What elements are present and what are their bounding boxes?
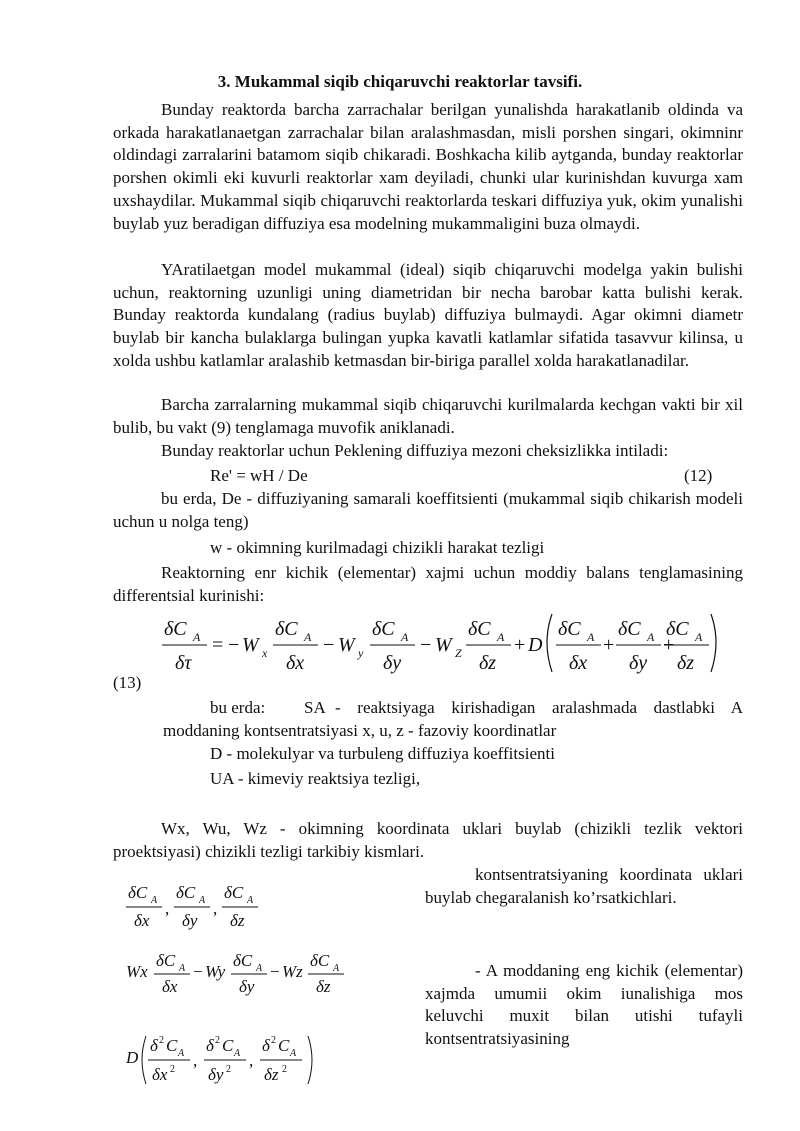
svg-text:A: A xyxy=(304,630,312,644)
svg-text:2: 2 xyxy=(271,1035,276,1046)
svg-text:Z: Z xyxy=(455,646,462,660)
svg-text:δC: δC xyxy=(233,951,253,970)
svg-text:A: A xyxy=(199,895,206,906)
definition-w: w - okimning kurilmadagi chizikli harakat tezligi xyxy=(210,538,545,557)
svg-text:δx: δx xyxy=(162,977,178,996)
svg-text:W: W xyxy=(242,634,259,656)
formula-12: Re' = wH / De xyxy=(210,466,308,485)
formula-second-derivatives xyxy=(112,1030,332,1090)
svg-text:Wz: Wz xyxy=(282,962,303,981)
paragraph-1: Bunday reaktorda barcha zarrachalar berilgan yunalishda harakatlanib oldinda va orkada harakatlanaetgan zarrachalar bilan aralashmasdan, misli porshen singari, okimninr oldindagi zarralarini batamom siqib chikaradi. Boshkacha kilib aytganda, bunday reaktorlar porshen okimli eki kuvurli reaktorlar xam deyiladi, chunki ular kurinishdan kuvurga xam uxshaydilar. Mukammal siqib chiqaruvchi reaktorlarda teskari diffuziya yuk, okim yunalishi buylab yuz beradigan diffuziya esa modelning mukammaligini buza olmaydi. xyxy=(113,100,743,233)
definitions-lead: bu erda: xyxy=(210,698,266,717)
svg-text:δy: δy xyxy=(208,1065,224,1084)
svg-text:δC: δC xyxy=(372,618,395,640)
svg-text:,: , xyxy=(193,1051,198,1070)
svg-text:,: , xyxy=(249,1051,254,1070)
formula-convective-terms xyxy=(116,950,366,1000)
svg-text:δC: δC xyxy=(164,618,187,640)
svg-text:−: − xyxy=(270,962,280,981)
svg-text:A: A xyxy=(151,895,158,906)
svg-text:2: 2 xyxy=(226,1064,231,1075)
svg-text:−: − xyxy=(228,634,240,656)
svg-text:δz: δz xyxy=(479,652,497,674)
svg-text:δτ: δτ xyxy=(175,652,192,674)
svg-text:+: + xyxy=(663,634,675,656)
svg-text:δC: δC xyxy=(156,951,176,970)
svg-text:δz: δz xyxy=(230,911,245,930)
svg-text:δ: δ xyxy=(150,1036,158,1055)
svg-text:A: A xyxy=(647,630,655,644)
svg-text:δx: δx xyxy=(152,1065,168,1084)
svg-text:δC: δC xyxy=(558,618,581,640)
svg-text:δx: δx xyxy=(569,652,588,674)
paragraph-7: Wx, Wu, Wz - okimning koordinata uklari buylab (chizikli tezlik vektori proektsiyasi) chizikli tezligi tarkibiy kismlari. xyxy=(113,819,743,861)
svg-text:δz: δz xyxy=(264,1065,279,1084)
definition-d: D - molekulyar va turbuleng diffuziya koeffitsienti xyxy=(210,744,555,763)
svg-text:−: − xyxy=(420,634,432,656)
svg-text:−: − xyxy=(193,962,203,981)
svg-text:D: D xyxy=(126,1048,139,1067)
svg-text:W: W xyxy=(338,634,355,656)
svg-text:2: 2 xyxy=(159,1035,164,1046)
svg-text:δC: δC xyxy=(176,883,196,902)
paragraph-3: Barcha zarralarning mukammal siqib chiqaruvchi kurilmalarda kechgan vakti bir xil bulib, bu vakt (9) tenglamaga muvofik aniklanadi. xyxy=(113,395,743,437)
svg-text:δC: δC xyxy=(618,618,641,640)
svg-text:A: A xyxy=(179,963,186,974)
right-column-text-1: kontsentratsiyaning koordinata uklari buylab chegaralanish ko’rsatkichlari. xyxy=(425,865,743,907)
svg-text:2: 2 xyxy=(282,1064,287,1075)
formula-12-number: (12) xyxy=(684,466,713,485)
svg-text:δC: δC xyxy=(310,951,330,970)
formula-gradients xyxy=(120,880,280,930)
svg-text:2: 2 xyxy=(170,1064,175,1075)
formula-13 xyxy=(160,608,720,678)
svg-text:δx: δx xyxy=(286,652,305,674)
svg-text:δy: δy xyxy=(239,977,255,996)
svg-text:Wx: Wx xyxy=(126,962,148,981)
svg-text:A: A xyxy=(695,630,703,644)
svg-text:A: A xyxy=(247,895,254,906)
svg-text:x: x xyxy=(262,646,268,660)
svg-text:C: C xyxy=(166,1036,178,1055)
svg-text:C: C xyxy=(222,1036,234,1055)
svg-text:δC: δC xyxy=(275,618,298,640)
definition-ua: UA - kimeviy reaktsiya tezligi, xyxy=(210,769,421,788)
svg-text:δC: δC xyxy=(666,618,689,640)
definition-ca: - reaktsiyaga kirishadigan aralashmada dastlabki A moddaning kontsentratsiyasi x, u, z - fazoviy koordinatlar xyxy=(163,698,743,740)
paragraph-2: YAratilaetgan model mukammal (ideal) siqib chiqaruvchi modelga yakin bulishi uchun, reaktorning uzunligi uning diametridan bir necha barobar katta bulishi kerak. Bunday reaktorda kundalang (radius buylab) diffuziya bulmaydi. Agar okimni diametr buylab bir kancha bulaklarga bulingan yupka kavatli katlamlar sifatida tasavvur kilinsa, u xolda ushbu katlamlar aralashib ketmasdan bir-biriga parallel xolda harakatlanadilar. xyxy=(113,260,743,370)
svg-text:δy: δy xyxy=(383,652,402,674)
svg-text:C: C xyxy=(278,1036,290,1055)
svg-text:−: − xyxy=(323,634,335,656)
svg-text:δy: δy xyxy=(182,911,198,930)
svg-text:A: A xyxy=(587,630,595,644)
svg-text:δz: δz xyxy=(677,652,695,674)
svg-text:A: A xyxy=(333,963,340,974)
svg-text:2: 2 xyxy=(215,1035,220,1046)
svg-text:δ: δ xyxy=(206,1036,214,1055)
svg-text:=: = xyxy=(212,634,224,656)
paragraph-5: bu erda, De - diffuziyaning samarali koeffitsienti (mukammal siqib chikarish modeli uchun u nolga teng) xyxy=(113,489,743,531)
svg-text:,: , xyxy=(213,899,218,918)
svg-text:δ: δ xyxy=(262,1036,270,1055)
svg-text:A: A xyxy=(290,1048,297,1059)
svg-text:+: + xyxy=(514,634,526,656)
formula-13-number: (13) xyxy=(113,673,142,692)
svg-text:A: A xyxy=(193,630,201,644)
section-title: 3. Mukammal siqib chiqaruvchi reaktorlar tavsifi. xyxy=(217,72,583,91)
svg-text:A: A xyxy=(178,1048,185,1059)
svg-text:δC: δC xyxy=(128,883,148,902)
svg-text:δy: δy xyxy=(629,652,648,674)
svg-text:δx: δx xyxy=(134,911,150,930)
svg-text:δC: δC xyxy=(224,883,244,902)
paragraph-6: Reaktorning enr kichik (elementar) xajmi uchun moddiy balans tenglamasining differentsial kurinishi: xyxy=(113,563,743,605)
svg-text:A: A xyxy=(497,630,505,644)
svg-text:,: , xyxy=(165,899,170,918)
svg-text:δz: δz xyxy=(316,977,331,996)
svg-text:A: A xyxy=(234,1048,241,1059)
right-column-text-2: - A moddaning eng kichik (elementar) xajmda umumii okim iunalishiga mos keluvchi muxit bilan utishi tufayli kontsentratsiyasining xyxy=(425,961,743,1049)
svg-text:y: y xyxy=(358,646,364,660)
svg-text:W: W xyxy=(435,634,452,656)
svg-text:δC: δC xyxy=(468,618,491,640)
svg-text:D: D xyxy=(528,634,543,656)
svg-text:Wy: Wy xyxy=(205,962,226,981)
svg-text:A: A xyxy=(401,630,409,644)
svg-text:+: + xyxy=(603,634,615,656)
paragraph-4: Bunday reaktorlar uchun Peklening diffuziya mezoni cheksizlikka intiladi: xyxy=(161,441,669,460)
definition-ca-symbol: SA xyxy=(304,698,326,717)
svg-text:A: A xyxy=(256,963,263,974)
